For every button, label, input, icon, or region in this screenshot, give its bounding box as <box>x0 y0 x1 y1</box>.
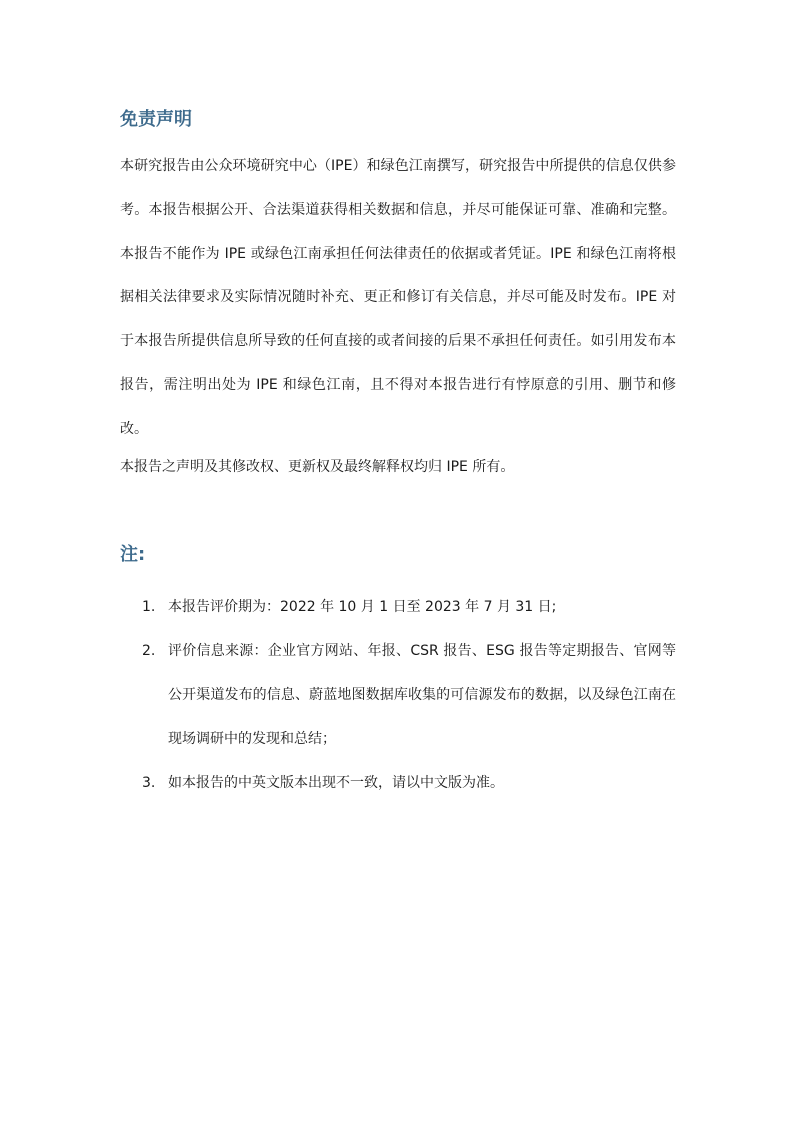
note-item <box>142 629 676 761</box>
disclaimer-heading: 免责声明 <box>120 109 192 130</box>
note-number: 3. <box>142 775 156 791</box>
note-text: 如本报告的中英文版本出现不一致，请以中文版为准。 <box>168 775 504 791</box>
notes-list <box>142 585 676 805</box>
disclaimer-paragraph: 本研究报告由公众环境研究中心（IPE）和绿色江南撰写，研究报告中所提供的信息仅供参考。本报告根据公开、合法渠道获得相关数据和信息，并尽可能保证可靠、准确和完整。本报告不能作为 IPE 或绿色江南承担任何法律责任的依据或者凭证。IPE 和绿色江南将根据相关法律要求及实际情况随时补充、更正和修订有关信息，并尽可能及时发布。IPE 对于本报告所提供信息所导致的任何直接的或者间接的后果不承担任何责任。如引用发布本报告，需注明出处为 IPE 和绿色江南，且不得对本报告进行有悖原意的引用、删节和修改。 <box>120 158 676 437</box>
note-text: 本报告评价期为：2022 年 10 月 1 日至 2023 年 7 月 31 日; <box>168 599 557 615</box>
notes-heading: 注: <box>120 544 146 565</box>
note-item <box>142 585 676 629</box>
rights-statement: 本报告之声明及其修改权、更新权及最终解释权均归 IPE 所有。 <box>120 459 515 475</box>
note-number: 1. <box>142 599 156 615</box>
note-text: 评价信息来源：企业官方网站、年报、CSR 报告、ESG 报告等定期报告、官网等公开渠道发布的信息、蔚蓝地图数据库收集的可信源发布的数据，以及绿色江南在现场调研中的发现和总结； <box>168 643 676 747</box>
note-item <box>142 761 676 805</box>
note-number: 2. <box>142 643 156 659</box>
